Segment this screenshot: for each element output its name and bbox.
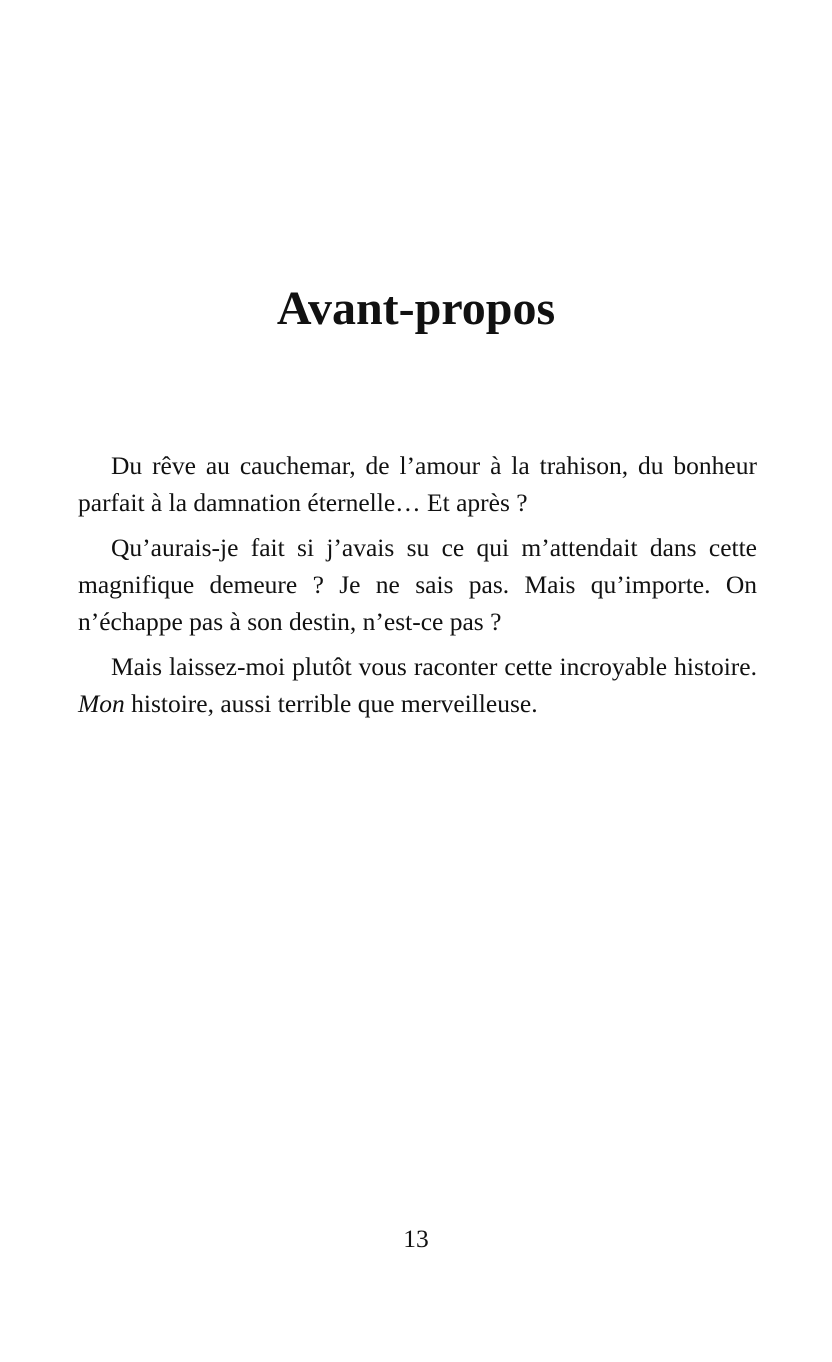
paragraph-1: Du rêve au cauchemar, de l’amour à la trahison, du bonheur parfait à la damnation éternelle… Et après ? xyxy=(78,451,757,517)
body-text xyxy=(78,447,757,722)
emphasized-word: Mon xyxy=(78,689,125,718)
paragraph-3-start: Mais laissez-moi plutôt vous raconter cette incroyable histoire. xyxy=(111,652,757,681)
paragraph-3-end: histoire, aussi terrible que merveilleuse. xyxy=(124,689,538,718)
page-title: Avant-propos xyxy=(276,282,556,335)
paragraph-3 xyxy=(78,648,757,722)
paragraph-2: Qu’aurais-je fait si j’avais su ce qui m’attendait dans cette magnifique demeure ? Je ne sais pas. Mais qu’importe. On n’échappe pas à son destin, n’est-ce pas ? xyxy=(78,533,757,636)
page-number: 13 xyxy=(403,1224,429,1253)
